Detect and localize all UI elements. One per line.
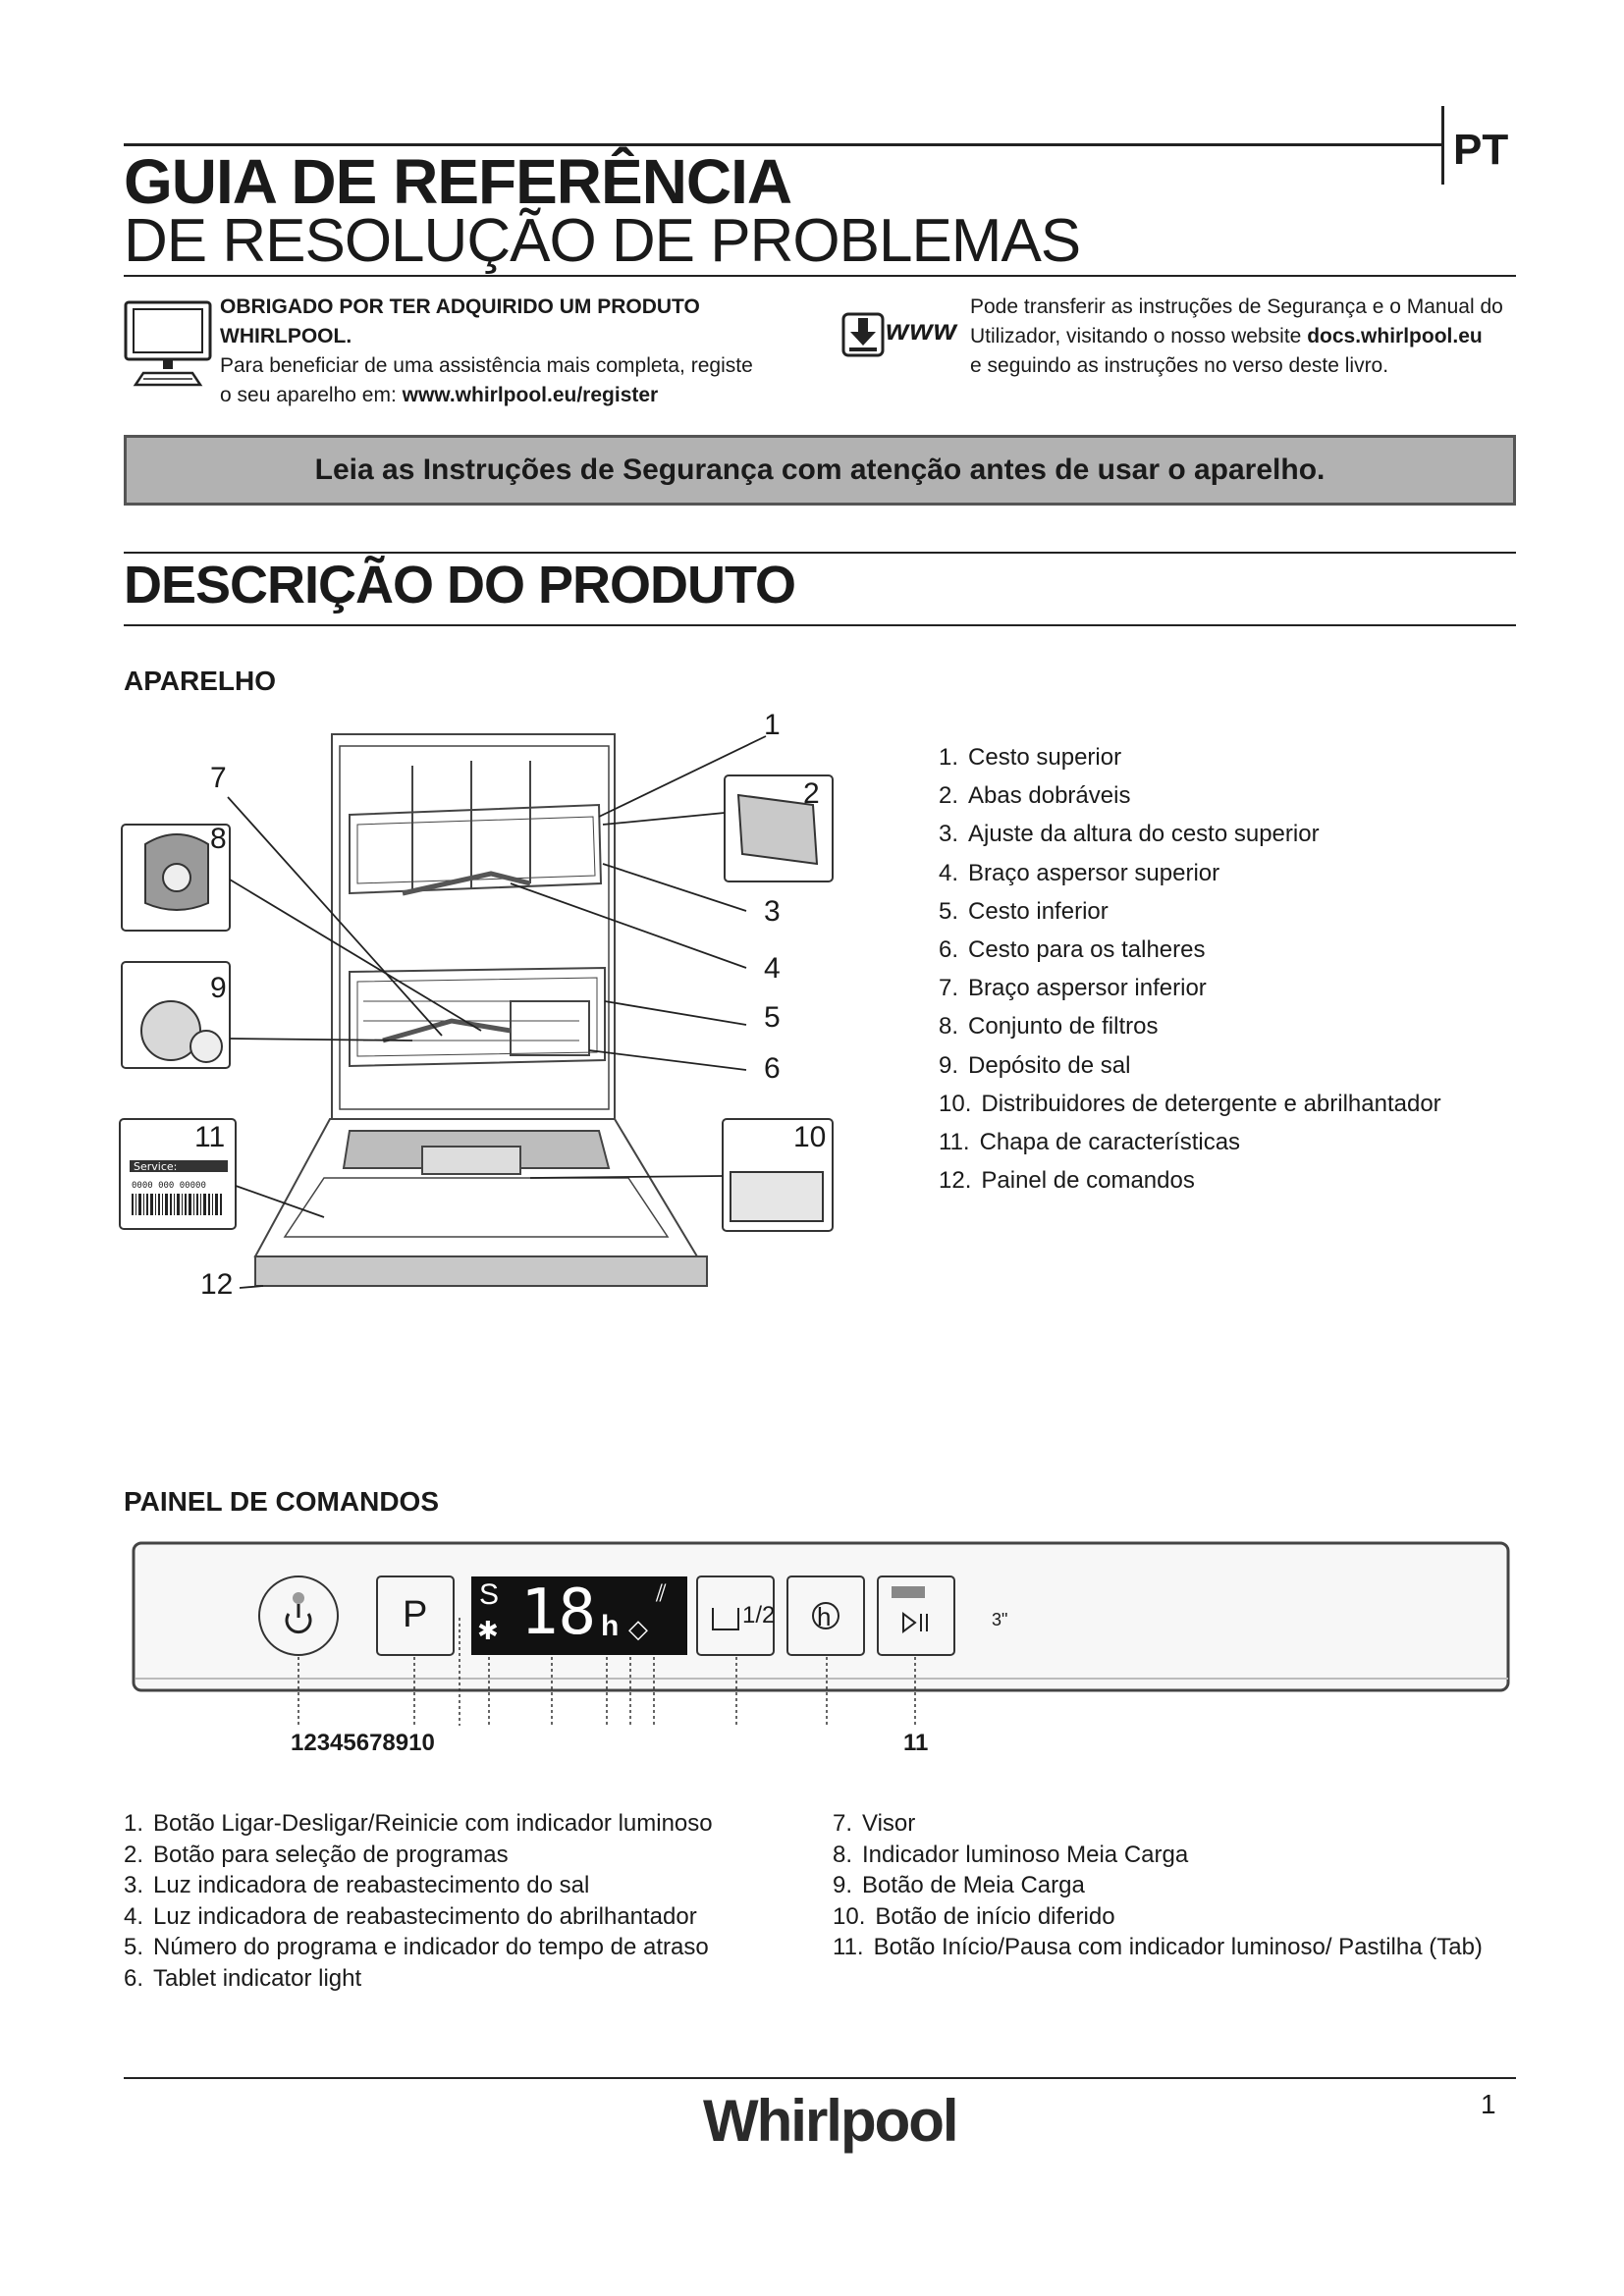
download-line3: e seguindo as instruções no verso deste livro. (970, 354, 1389, 377)
control-legend-item (124, 1901, 713, 1933)
appliance-heading: APARELHO (124, 666, 277, 696)
control-legend-item-number: 5. (124, 1934, 144, 1960)
part-item-label: Abas dobráveis (968, 782, 1131, 810)
part-item-label: Distribuidores de detergente e abrilhantador (981, 1090, 1441, 1117)
section-title: DESCRIÇÃO DO PRODUTO (124, 556, 796, 614)
part-item (939, 815, 1441, 853)
display-hours-unit: h (601, 1610, 620, 1642)
control-legend-item (833, 1840, 1483, 1871)
control-legend-left (124, 1808, 713, 1994)
delay-start-icon[interactable]: h (817, 1602, 832, 1631)
part-item (939, 969, 1441, 1007)
control-legend-item-number: 4. (124, 1902, 144, 1930)
program-button[interactable]: P (403, 1594, 428, 1635)
intro-right-text (970, 293, 1520, 381)
part-item-number: 5. (939, 897, 959, 925)
part-item-label: Ajuste da altura do cesto superior (968, 821, 1320, 848)
part-item-label: Cesto inferior (968, 897, 1109, 925)
control-legend-item (833, 1932, 1483, 1963)
control-legend-item-label: Tablet indicator light (153, 1964, 362, 1992)
panel-numbers-right: 11 (903, 1730, 929, 1756)
brand-logo: Whirlpool (703, 2088, 957, 2154)
part-item-number: 4. (939, 859, 959, 886)
part-item-number: 6. (939, 935, 959, 963)
control-legend-item-label: Luz indicadora de reabastecimento do abrilhantador (153, 1902, 697, 1930)
control-legend-item-number: 2. (124, 1841, 144, 1868)
part-item (939, 1161, 1441, 1200)
page-subtitle: DE RESOLUÇÃO DE PROBLEMAS (124, 207, 1081, 275)
header-lang-divider (1441, 106, 1444, 185)
part-item-label: Braço aspersor inferior (968, 975, 1207, 1002)
part-item-number: 10. (939, 1090, 972, 1117)
callout-5: 5 (764, 1001, 781, 1034)
part-item (939, 931, 1441, 969)
control-legend-item-label: Botão de início diferido (875, 1902, 1115, 1930)
part-item (939, 1046, 1441, 1085)
thanks-line1: OBRIGADO POR TER ADQUIRIDO UM PRODUTO (220, 295, 700, 318)
callout-2: 2 (803, 777, 820, 810)
rinse-aid-icon: ✱ (477, 1616, 499, 1645)
part-item (939, 776, 1441, 815)
register-line (220, 381, 829, 410)
control-legend-item-label: Botão de Meia Carga (862, 1872, 1085, 1898)
download-prefix: Utilizador, visitando o nosso website (970, 325, 1308, 347)
part-item-label: Braço aspersor superior (968, 859, 1220, 886)
control-legend-item-number: 6. (124, 1964, 144, 1992)
callout-8: 8 (210, 823, 227, 855)
safety-banner: Leia as Instruções de Segurança com atenção antes de usar o aparelho. (124, 435, 1516, 506)
register-link[interactable]: www.whirlpool.eu/register (402, 384, 659, 406)
part-item-label: Chapa de características (979, 1128, 1241, 1155)
tablet-icon: ◇ (628, 1614, 648, 1643)
control-legend-item-number: 1. (124, 1810, 144, 1837)
section-top-rule (124, 552, 1516, 554)
part-item-label: Depósito de sal (968, 1051, 1131, 1079)
download-line2 (970, 322, 1520, 351)
control-legend-item-label: Botão para seleção de programas (153, 1841, 509, 1868)
page-title: GUIA DE REFERÊNCIA (124, 146, 792, 217)
control-panel-diagram (130, 1539, 1516, 1799)
callout-6: 6 (764, 1052, 781, 1085)
part-item-label: Cesto para os talheres (968, 935, 1206, 963)
part-item-number: 8. (939, 1013, 959, 1041)
control-legend-item (124, 1840, 713, 1871)
language-code: PT (1453, 126, 1509, 174)
control-legend-item-number: 11. (833, 1934, 864, 1960)
control-legend-item (833, 1870, 1483, 1901)
callout-10: 10 (793, 1121, 827, 1153)
control-legend-item (124, 1963, 713, 1995)
part-item-label: Painel de comandos (981, 1167, 1195, 1195)
dishwasher-diagram (118, 707, 844, 1320)
part-item-number: 7. (939, 975, 959, 1002)
www-label: www (886, 314, 958, 347)
control-legend-item-label: Botão Ligar-Desligar/Reinicie com indicador luminoso (153, 1810, 713, 1837)
section-bottom-rule (124, 624, 1516, 626)
control-legend-item-number: 3. (124, 1872, 144, 1898)
part-item-number: 1. (939, 744, 959, 771)
part-item-number: 2. (939, 782, 959, 810)
header-bottom-rule (124, 275, 1516, 277)
part-item-label: Conjunto de filtros (968, 1013, 1159, 1041)
part-item (939, 1007, 1441, 1045)
part-item (939, 1123, 1441, 1161)
control-legend-item (833, 1808, 1483, 1840)
rating-plate-code: 0000 000 00000 (132, 1181, 206, 1191)
callout-3: 3 (764, 895, 781, 928)
register-text: Para beneficiar de uma assistência mais completa, registe (220, 354, 753, 377)
half-load-label[interactable]: 1/2 (742, 1602, 776, 1629)
control-legend-item-number: 7. (833, 1810, 853, 1837)
control-legend-item (833, 1901, 1483, 1933)
callout-1: 1 (764, 709, 781, 741)
parts-list (939, 738, 1441, 1200)
docs-link[interactable]: docs.whirlpool.eu (1307, 325, 1483, 347)
control-legend-item-label: Número do programa e indicador do tempo de atraso (153, 1934, 709, 1960)
download-line1: Pode transferir as instruções de Segurança e o Manual do (970, 295, 1503, 318)
computer-monitor-icon (122, 296, 216, 396)
intro-left-text (220, 293, 829, 410)
callout-12: 12 (200, 1268, 234, 1301)
part-item-label: Cesto superior (968, 744, 1122, 771)
control-legend-item (124, 1870, 713, 1901)
part-item-number: 9. (939, 1051, 959, 1079)
page-number: 1 (1481, 2089, 1496, 2119)
part-item (939, 892, 1441, 931)
display-digits: 18 (520, 1576, 597, 1649)
control-legend-item-number: 10. (833, 1902, 866, 1930)
callout-4: 4 (764, 952, 781, 985)
salt-indicator: S (479, 1578, 500, 1611)
panel-numbers-left: 12345678910 (291, 1730, 435, 1756)
control-legend-item-number: 9. (833, 1872, 853, 1898)
control-legend-item-label: Luz indicadora de reabastecimento do sal (153, 1872, 590, 1898)
control-legend-right (833, 1808, 1483, 1963)
control-legend-item (124, 1808, 713, 1840)
part-item (939, 854, 1441, 892)
tab-hint: 3" (992, 1610, 1008, 1629)
control-legend-item-label: Indicador luminoso Meia Carga (862, 1841, 1189, 1868)
half-load-indicator-icon: ⫽ (656, 1580, 667, 1607)
callout-9: 9 (210, 972, 227, 1004)
footer-rule (124, 2077, 1516, 2079)
part-item-number: 11. (939, 1128, 970, 1155)
control-panel-heading: PAINEL DE COMANDOS (124, 1486, 439, 1517)
control-legend-item-number: 8. (833, 1841, 853, 1868)
part-item (939, 1085, 1441, 1123)
rating-plate-label: Service: (134, 1160, 178, 1173)
part-item (939, 738, 1441, 776)
callout-7: 7 (210, 762, 227, 794)
part-item-number: 12. (939, 1167, 972, 1195)
control-legend-item (124, 1932, 713, 1963)
callout-11: 11 (194, 1121, 226, 1153)
control-legend-item-label: Visor (862, 1810, 916, 1837)
register-prefix: o seu aparelho em: (220, 384, 403, 406)
thanks-line2: WHIRLPOOL. (220, 325, 352, 347)
part-item-number: 3. (939, 821, 959, 848)
control-legend-item-label: Botão Início/Pausa com indicador luminoso/ Pastilha (Tab) (873, 1934, 1483, 1960)
